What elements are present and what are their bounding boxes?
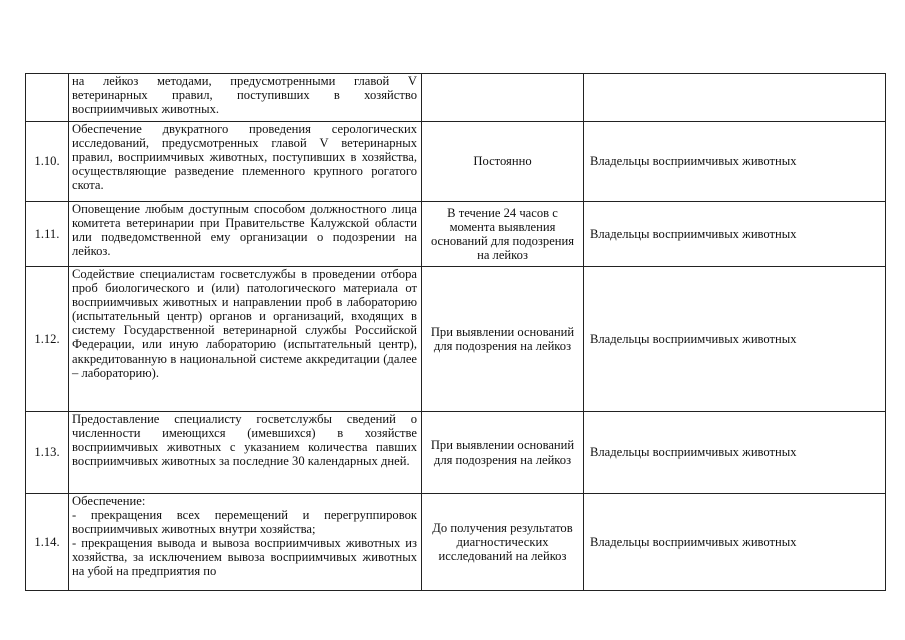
responsible-cell: Владельцы восприимчивых животных [584,267,886,412]
description-paragraph: Содействие специалистам госветслужбы в проведении отбора проб биологического и (или) патологического материала от восприимчивых животных и направлении проб в лабораторию (испытательный центр) органов и организаций, входящих в систему Государственной ветеринарной службы Российской Федерации, или иную лабораторию (испытательный центр), аккредитованную в национальной системе аккредитации (далее – лабораторию). [72,267,417,380]
row-number: 1.14. [26,494,69,591]
table-row [26,412,886,494]
description-paragraph: на лейкоз методами, предусмотренными главой V ветеринарных правил, поступивших в хозяйство восприимчивых животных. [72,74,417,117]
row-number: 1.11. [26,202,69,267]
measure-description [69,267,422,412]
responsible-cell: Владельцы восприимчивых животных [584,412,886,494]
deadline-cell: При выявлении оснований для подозрения на лейкоз [422,267,584,412]
description-paragraph: Предоставление специалисту госветслужбы сведений о численности имеющихся (имевшихся) в хозяйстве восприимчивых животных с указанием количества павших восприимчивых животных за последние 30 календарных дней. [72,412,417,469]
measure-description [69,202,422,267]
measures-table [25,73,886,591]
description-paragraph: Обеспечение: [72,494,146,508]
measure-description [69,412,422,494]
measure-description [69,74,422,122]
deadline-cell: При выявлении оснований для подозрения на лейкоз [422,412,584,494]
row-number: 1.10. [26,122,69,202]
description-paragraph: - прекращения всех перемещений и перегруппировок восприимчивых животных внутри хозяйства; [72,508,417,537]
row-number: 1.12. [26,267,69,412]
measure-description [69,122,422,202]
deadline-cell [422,74,584,122]
description-paragraph: Обеспечение двукратного проведения серологических исследований, предусмотренных главой V ветеринарных правил, восприимчивых животных, поступивших в хозяйства, осуществляющие разведение племенного крупного рогатого скота. [72,122,417,193]
responsible-cell [584,74,886,122]
responsible-cell: Владельцы восприимчивых животных [584,122,886,202]
deadline-cell: В течение 24 часов с момента выявления оснований для подозрения на лейкоз [422,202,584,267]
deadline-cell: До получения результатов диагностических исследований на лейкоз [422,494,584,591]
table-row [26,494,886,591]
deadline-cell: Постоянно [422,122,584,202]
measure-description [69,494,422,591]
row-number [26,74,69,122]
description-paragraph: - прекращения вывода и вывоза восприимчивых животных из хозяйства, за исключением вывоза восприимчивых животных на убой на предприятия по [72,536,417,579]
table-row [26,267,886,412]
table-row [26,202,886,267]
responsible-cell: Владельцы восприимчивых животных [584,494,886,591]
table-row [26,122,886,202]
row-number: 1.13. [26,412,69,494]
table-row [26,74,886,122]
description-paragraph: Оповещение любым доступным способом должностного лица комитета ветеринарии при Правительстве Калужской области или подведомственной ему организации о подозрении на лейкоз. [72,202,417,259]
responsible-cell: Владельцы восприимчивых животных [584,202,886,267]
